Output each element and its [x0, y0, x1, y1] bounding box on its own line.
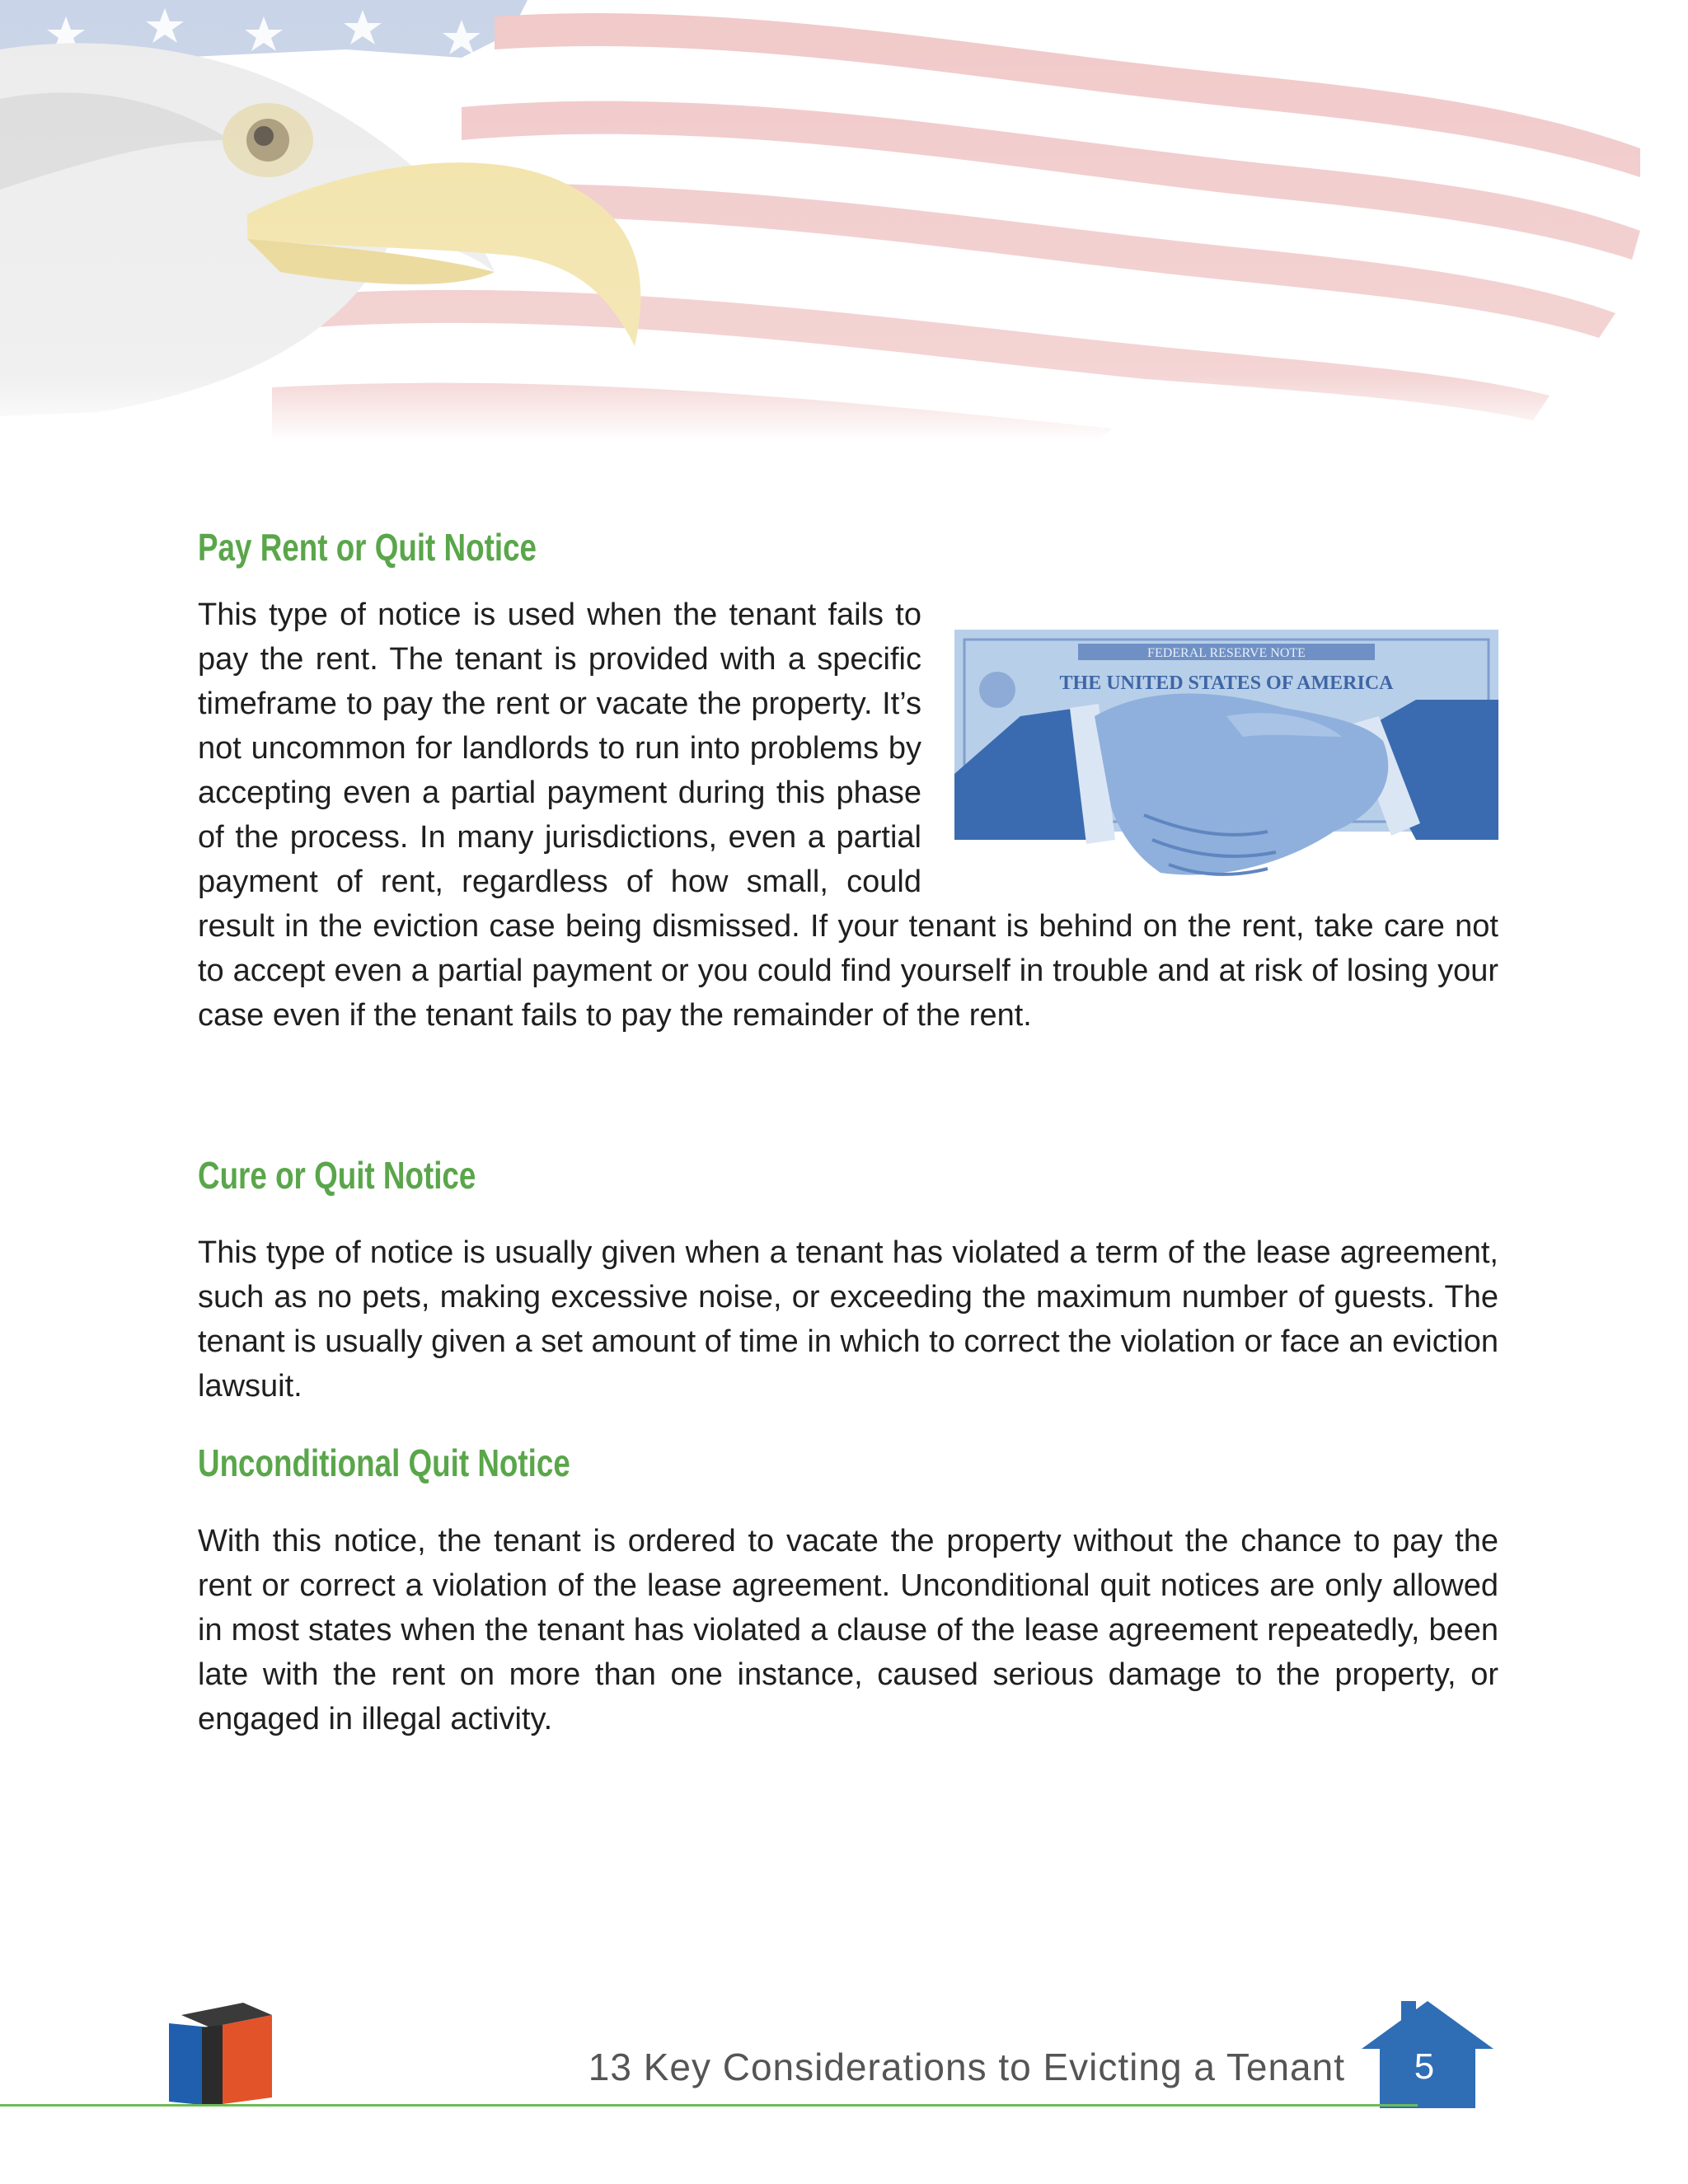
header-banner	[0, 0, 1688, 441]
handshake-dollar-image	[954, 593, 1498, 898]
page-number: 5	[1414, 2046, 1435, 2087]
section-text-pay-rent: This type of notice is used when the tenant fails to pay the rent. The tenant is provided with a specific timeframe to pay the rent or vacate the property. It’s not uncommon for landlords to run into problems by accepting even a partial payment during this phase of the process. In many jurisdictions, even a partial payment of rent, regardless of how small, could result in the eviction case being dismissed. If your tenant is behind on the rent, take care not to accept even a partial payment or you could find yourself in trouble and at risk of losing your case even if the tenant fails to pay the remainder of the rent.	[198, 598, 1498, 1033]
section-heading-unconditional-quit: Unconditional Quit Notice	[198, 1441, 570, 1484]
section-heading-cure-quit: Cure or Quit Notice	[198, 1154, 476, 1197]
footer-document-title: 13 Key Considerations to Evicting a Tenant	[588, 2046, 1345, 2088]
banknote-header: FEDERAL RESERVE NOTE	[1147, 646, 1306, 660]
banknote-title: THE UNITED STATES OF AMERICA	[1059, 673, 1394, 694]
section-body-unconditional-quit: With this notice, the tenant is ordered to vacate the property without the chance to pay the rent or correct a violation of the lease agreement. Unconditional quit notices are only allowed in most states when the tenant has violated a clause of the lease agreement repeatedly, been late with the rent on more than one instance, caused serious damage to the property, or engaged in illegal activity.	[198, 1524, 1498, 1736]
section-body-pay-rent	[198, 593, 1498, 1038]
eagle-flag-illustration	[0, 0, 1688, 441]
section-body-cure-quit: This type of notice is usually given when a tenant has violated a term of the lease agreement, such as no pets, making excessive noise, or exceeding the maximum number of guests. The tenant is usually given a set amount of time in which to correct the violation or face an eviction lawsuit.	[198, 1235, 1498, 1404]
company-logo-icon	[165, 1999, 276, 2110]
footer-divider	[0, 2104, 1418, 2107]
section-heading-pay-rent: Pay Rent or Quit Notice	[198, 526, 537, 569]
